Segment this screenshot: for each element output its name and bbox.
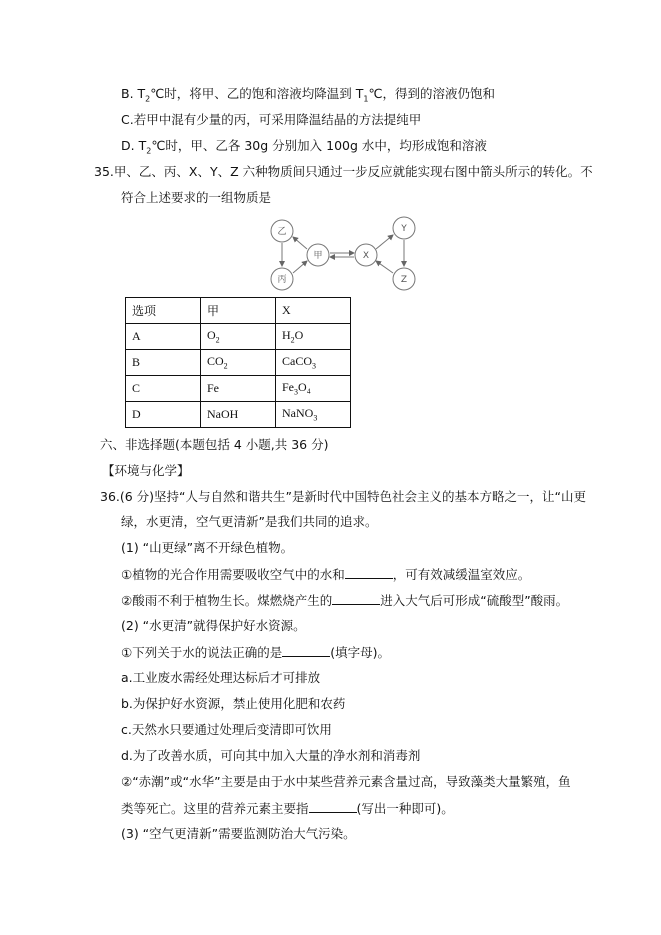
question-35: 35.甲、乙、丙、X、Y、Z 六种物质间只通过一步反应就能实现右图中箭头所示的转化。不	[94, 164, 593, 179]
header-cell: X	[276, 298, 351, 324]
part-1-b	[121, 591, 568, 610]
node-jia: 甲	[313, 251, 323, 261]
answer-blank[interactable]	[332, 591, 380, 605]
arrow-jia-yi	[293, 237, 307, 249]
node-x: X	[362, 251, 370, 261]
t: (写出一种即可)。	[356, 801, 454, 816]
subscript: 1	[363, 94, 369, 104]
table-header	[126, 298, 351, 324]
t: Fe	[282, 380, 294, 395]
conversion-diagram	[262, 212, 432, 298]
node-z: Z	[400, 275, 408, 285]
part-2: (2) “水更清”就得保护好水资源。	[121, 618, 306, 633]
text: D. T	[121, 138, 147, 153]
options-table	[125, 297, 351, 428]
cell	[276, 376, 351, 402]
cell	[201, 324, 276, 350]
table-row	[126, 350, 351, 376]
arrow-z-x	[376, 261, 393, 273]
answer-blank[interactable]	[309, 799, 357, 813]
part-3: (3) “空气更清新”需要监测防治大气污染。	[121, 826, 356, 841]
cell	[276, 324, 351, 350]
t: O	[294, 328, 304, 343]
t: O	[207, 328, 216, 343]
t: ①下列关于水的说法正确的是	[121, 645, 283, 660]
t: H	[282, 328, 291, 343]
header-cell: 甲	[201, 298, 276, 324]
text: B. T	[121, 86, 146, 101]
question-36-cont: 绿，水更清，空气更清新”是我们共同的追求。	[121, 514, 378, 529]
s: 2	[223, 361, 228, 371]
cell	[276, 350, 351, 376]
t: CaCO	[282, 354, 312, 369]
cell: D	[126, 402, 201, 428]
s: 2	[215, 335, 220, 345]
option-b	[121, 85, 495, 109]
cell: B	[126, 350, 201, 376]
t: O₄	[298, 380, 311, 395]
part-1: (1) “山更绿”离不开绿色植物。	[121, 540, 294, 555]
choice-c: c.天然水只要通过处理后变清即可饮用	[121, 722, 332, 737]
node-y: Y	[401, 224, 407, 234]
t: NaNO	[282, 406, 314, 421]
subscript: 2	[145, 94, 151, 104]
question-36: 36.(6 分)坚持“人与自然和谐共生”是新时代中国特色社会主义的基本方略之一，让“山更	[100, 489, 586, 504]
t: ，可有效减缓温室效应。	[392, 567, 531, 582]
t: Fe	[207, 381, 219, 395]
subscript: 2	[146, 146, 152, 156]
t: 类等死亡。这里的营养元素主要指	[121, 801, 309, 816]
s: 3	[294, 387, 298, 397]
s: 3	[313, 413, 318, 423]
cell	[201, 402, 276, 428]
cell	[276, 402, 351, 428]
s: 3	[312, 361, 316, 371]
choice-a: a.工业废水需经处理达标后才可排放	[121, 670, 321, 685]
part-2-b: ②“赤潮”或“水华”主要是由于水中某些营养元素含量过高，导致藻类大量繁殖，鱼	[121, 774, 571, 789]
t: 进入大气后可形成“硫酸型”酸雨。	[380, 593, 569, 608]
part-1-a	[121, 565, 530, 584]
text: ℃时，将甲、乙的饱和溶液均降温到 T	[150, 86, 364, 101]
part-2-a	[121, 643, 390, 662]
node-yi: 乙	[277, 227, 287, 237]
cell	[201, 376, 276, 402]
text: ℃时，甲、乙各 30g 分别加入 100g 水中，均形成饱和溶液	[151, 138, 487, 153]
cell	[201, 350, 276, 376]
header-cell: 选项	[126, 298, 201, 324]
t: (填字母)。	[330, 645, 390, 660]
section-heading: 六、非选择题(本题包括 4 小题,共 36 分)	[100, 437, 329, 452]
t: NaOH	[207, 407, 239, 421]
option-c: C.若甲中混有少量的丙，可采用降温结晶的方法提纯甲	[121, 112, 422, 127]
choice-b: b.为保护好水资源，禁止使用化肥和农药	[121, 696, 346, 711]
arrow-bing-jia	[293, 261, 307, 273]
node-bing: 丙	[277, 275, 287, 285]
topic-heading: 【环境与化学】	[102, 463, 190, 478]
table-row	[126, 324, 351, 350]
t: ①植物的光合作用需要吸收空气中的水和	[121, 567, 345, 582]
cell: A	[126, 324, 201, 350]
part-2-b-cont	[121, 799, 454, 818]
answer-blank[interactable]	[282, 643, 330, 657]
text: ℃，得到的溶液仍饱和	[368, 86, 496, 101]
choice-d: d.为了改善水质，可向其中加入大量的净水剂和消毒剂	[121, 748, 421, 763]
answer-blank[interactable]	[345, 565, 393, 579]
t: CO	[207, 354, 224, 369]
cell: C	[126, 376, 201, 402]
option-d	[121, 137, 487, 161]
table-row	[126, 402, 351, 428]
question-35-cont: 符合上述要求的一组物质是	[121, 190, 272, 205]
t: ②酸雨不利于植物生长。煤燃烧产生的	[121, 593, 333, 608]
arrow-x-y	[376, 235, 393, 249]
table-row	[126, 376, 351, 402]
s: 2	[290, 335, 295, 345]
